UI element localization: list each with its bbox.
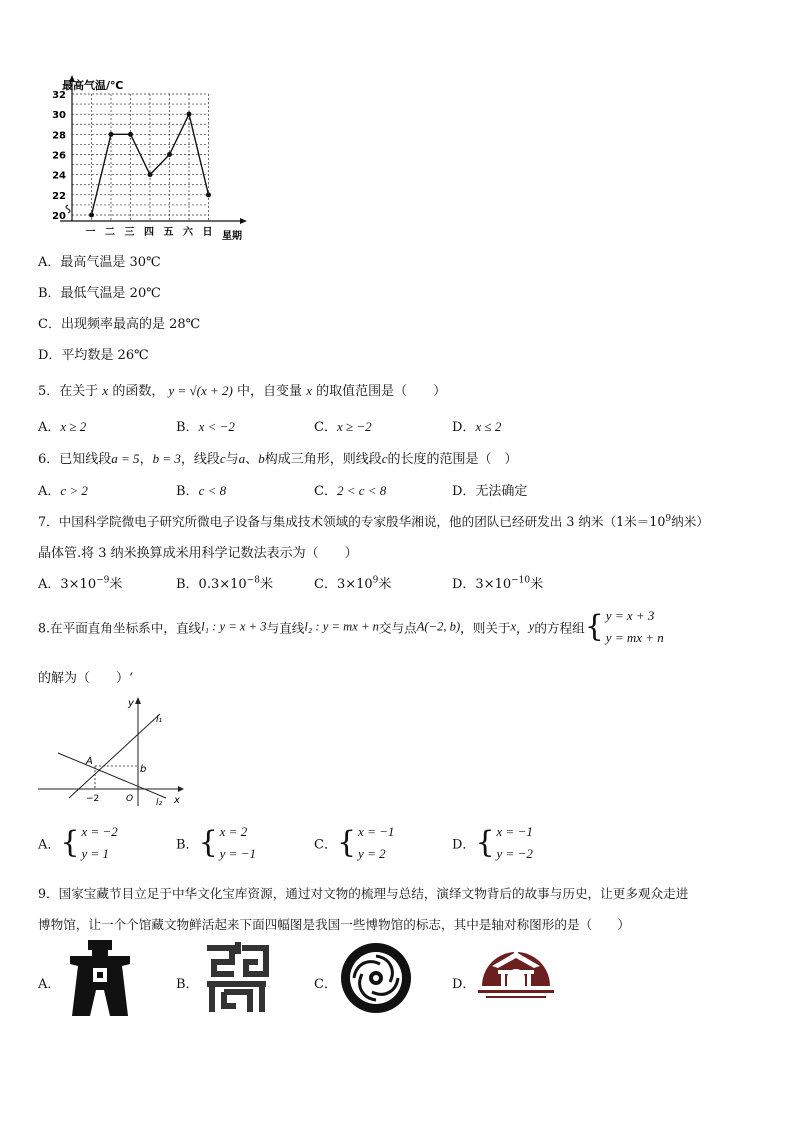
chart-xtick-label: 一 bbox=[85, 227, 96, 238]
q8-stem-b: 与直线 bbox=[266, 620, 305, 636]
q8-option-b[interactable]: B．{ x = 2 y = −1 bbox=[176, 824, 256, 861]
q6-stem-b: ，线段 bbox=[180, 452, 220, 467]
q9-option-c[interactable]: C． bbox=[314, 977, 337, 992]
chart-ytick-label: 20 bbox=[52, 211, 66, 222]
chart-data-point bbox=[109, 132, 114, 137]
q8-sep: ， bbox=[516, 620, 529, 636]
chart-x-axis-arrow bbox=[240, 218, 247, 224]
chart-xtick-label: 日 bbox=[202, 227, 213, 238]
q6-stem bbox=[38, 448, 518, 467]
q8-stem-c: 交与点 bbox=[378, 620, 417, 636]
q9-stem-line1: 9．国家宝藏节目立足于中华文化宝库资源，通过对文物的梳理与总结，演绎文物背后的故事与历史，让更多观众走进 bbox=[38, 886, 689, 901]
q8-system bbox=[606, 605, 664, 649]
q8-l1-label: l₁ bbox=[156, 715, 163, 725]
q8-line-l1-graph bbox=[69, 714, 160, 798]
q7-line1-exp: 9 bbox=[665, 513, 672, 524]
q6-b-var: b bbox=[258, 451, 265, 466]
q5-stem-d: 的取值范围是（ ） bbox=[316, 384, 447, 399]
q8-line-l1: l₁ : y = x + 3 bbox=[201, 619, 267, 634]
q6-b-eq: b = 3 bbox=[152, 451, 181, 466]
museum-logo-d-icon[interactable] bbox=[476, 940, 556, 1006]
q8-eq2: y = mx + n bbox=[605, 630, 664, 645]
q6-option-a[interactable]: A．c > 2 bbox=[38, 483, 88, 499]
q5-option-c[interactable]: C．x ≥ −2 bbox=[314, 419, 372, 435]
q9-stem-line2: 博物馆，让一个个馆藏文物鲜活起来下面四幅图是我国一些博物馆的标志，其中是轴对称图形的是（ ） bbox=[38, 917, 630, 932]
chart-ytick-label: 30 bbox=[52, 110, 66, 122]
q7-option-a[interactable]: A．$3\times 10^{-9}$米 bbox=[38, 575, 123, 592]
chart-data-point bbox=[167, 152, 172, 157]
q8-stem bbox=[38, 605, 664, 649]
q7-option-c[interactable]: C．$3\times 10^9$米 bbox=[314, 575, 392, 592]
q6-c-var-2: c bbox=[381, 451, 388, 466]
chart-ylabel: 最高气温/℃ bbox=[62, 79, 124, 92]
q6-option-d[interactable]: D．无法确定 bbox=[452, 484, 528, 499]
q5-option-a[interactable]: A．x ≥ 2 bbox=[38, 419, 87, 435]
q8-stem-line2: 的解为（ ）‘ bbox=[38, 671, 134, 686]
q6-a-var: a bbox=[238, 451, 246, 466]
chart-xtick-label: 五 bbox=[163, 227, 174, 238]
museum-logo-b-icon[interactable] bbox=[202, 940, 272, 1018]
chart-data-point bbox=[89, 213, 94, 218]
q6-option-b[interactable]: B．c < 8 bbox=[176, 483, 227, 499]
chart-axes bbox=[60, 75, 247, 224]
chart-axis-break bbox=[66, 205, 70, 213]
q8-stem-e: 的方程组 bbox=[534, 620, 585, 636]
chart-ytick-label: 26 bbox=[52, 150, 66, 162]
q8-origin-label: O bbox=[126, 794, 134, 804]
museum-logo-c-icon[interactable] bbox=[340, 942, 412, 1014]
q6-option-c[interactable]: C．2 < c < 8 bbox=[314, 483, 387, 499]
q8-option-d[interactable]: D．{ x = −1 y = −2 bbox=[452, 824, 533, 861]
q7-line1-end: 纳米） bbox=[671, 514, 709, 529]
q4-option-d[interactable]: D．平均数是 26℃ bbox=[38, 348, 149, 363]
q5-function: y = √(x + 2) bbox=[168, 383, 233, 398]
q7-line1-text: 7．中国科学院微电子研究所微电子设备与集成技术领域的专家殷华湘说，他的团队已经研发出 3 纳米（1米＝10 bbox=[38, 514, 666, 529]
q5-x-var: x bbox=[102, 383, 109, 398]
q8-b-label: b bbox=[140, 764, 147, 775]
q5-option-b[interactable]: B．x < −2 bbox=[176, 419, 235, 435]
q8-option-a[interactable]: A．{ x = −2 y = 1 bbox=[38, 824, 118, 861]
q8-x-var: x bbox=[510, 619, 517, 634]
temperature-line-chart bbox=[30, 72, 260, 247]
q5-stem-a: 5．在关于 bbox=[38, 384, 99, 399]
q6-stem-f: 的长度的范围是（ ） bbox=[387, 452, 518, 467]
q5-stem-b: 的函数， bbox=[112, 384, 165, 399]
q8-l2-label: l₂ bbox=[156, 798, 163, 808]
chart-xlabel: 星期 bbox=[222, 231, 242, 242]
q8-line-l2-graph bbox=[58, 753, 166, 798]
q5-option-d[interactable]: D．x ≤ 2 bbox=[452, 419, 502, 435]
chart-xtick-label: 四 bbox=[144, 227, 154, 238]
q6-stem-c: 与 bbox=[225, 452, 239, 467]
q6-stem-a: 6．已知线段 bbox=[38, 452, 112, 467]
q6-c-var: c bbox=[219, 451, 226, 466]
museum-logo-a-icon[interactable] bbox=[64, 940, 136, 1018]
q4-option-b[interactable]: B．最低气温是 20℃ bbox=[38, 286, 161, 301]
q8-coordinate-graph bbox=[36, 694, 186, 810]
q8-A-label: A bbox=[86, 756, 93, 767]
chart-xtick-label: 二 bbox=[105, 227, 115, 238]
chart-data-point bbox=[148, 172, 153, 177]
q8-line-l2: l₂ : y = mx + n bbox=[304, 619, 379, 634]
chart-xtick-label: 六 bbox=[183, 227, 193, 238]
q7-option-b[interactable]: B．$0.3\times 10^{-8}$米 bbox=[176, 575, 273, 592]
chart-data-point bbox=[206, 192, 211, 197]
q5-stem-c: 中，自变量 bbox=[237, 384, 303, 399]
q4-option-c[interactable]: C．出现频率最高的是 28℃ bbox=[38, 317, 201, 332]
q9-option-b[interactable]: B． bbox=[176, 977, 199, 992]
q6-stem-d: 、 bbox=[245, 452, 259, 467]
q9-option-a[interactable]: A． bbox=[38, 977, 61, 992]
q8-minus2-label: −2 bbox=[86, 794, 100, 804]
q8-x-label: x bbox=[174, 795, 180, 806]
chart-ytick-label: 32 bbox=[52, 90, 66, 101]
q8-stem-a: 8.在平面直角坐标系中，直线 bbox=[38, 620, 202, 636]
q8-stem-d: ，则关于 bbox=[460, 620, 511, 636]
q8-x-axis-arrow bbox=[178, 786, 184, 792]
q6-a-eq: a = 5 bbox=[111, 451, 140, 466]
q5-stem bbox=[38, 380, 446, 399]
q7-stem-line2: 晶体管.将 3 纳米换算成米用科学记数法表示为（ ） bbox=[38, 546, 358, 561]
q8-y-label: y bbox=[128, 698, 134, 709]
chart-ytick-label: 24 bbox=[52, 170, 66, 182]
q5-x-var-2: x bbox=[306, 383, 312, 398]
q7-stem-line1 bbox=[38, 511, 709, 530]
q8-eq1: y = x + 3 bbox=[605, 608, 655, 623]
q8-system-brace: { bbox=[584, 609, 604, 644]
chart-ytick-label: 28 bbox=[52, 130, 66, 142]
q9-option-d[interactable]: D． bbox=[452, 977, 476, 992]
q8-y-axis-arrow bbox=[135, 697, 141, 704]
q7-option-d[interactable]: D．$3\times 10^{-10}$米 bbox=[452, 575, 544, 592]
q6-stem-e: 构成三角形，则线段 bbox=[264, 452, 382, 467]
chart-data-point bbox=[128, 132, 133, 137]
q8-y-var: y bbox=[528, 619, 535, 634]
q6-comma: ， bbox=[139, 452, 153, 467]
q8-option-c[interactable]: C．{ x = −1 y = 2 bbox=[314, 824, 395, 861]
q4-option-a[interactable]: A．最高气温是 30℃ bbox=[38, 255, 161, 270]
chart-data-point bbox=[187, 112, 192, 117]
chart-ytick-label: 22 bbox=[52, 190, 66, 202]
q8-point-a: A(−2, b) bbox=[416, 619, 461, 634]
chart-xtick-label: 三 bbox=[124, 227, 135, 238]
